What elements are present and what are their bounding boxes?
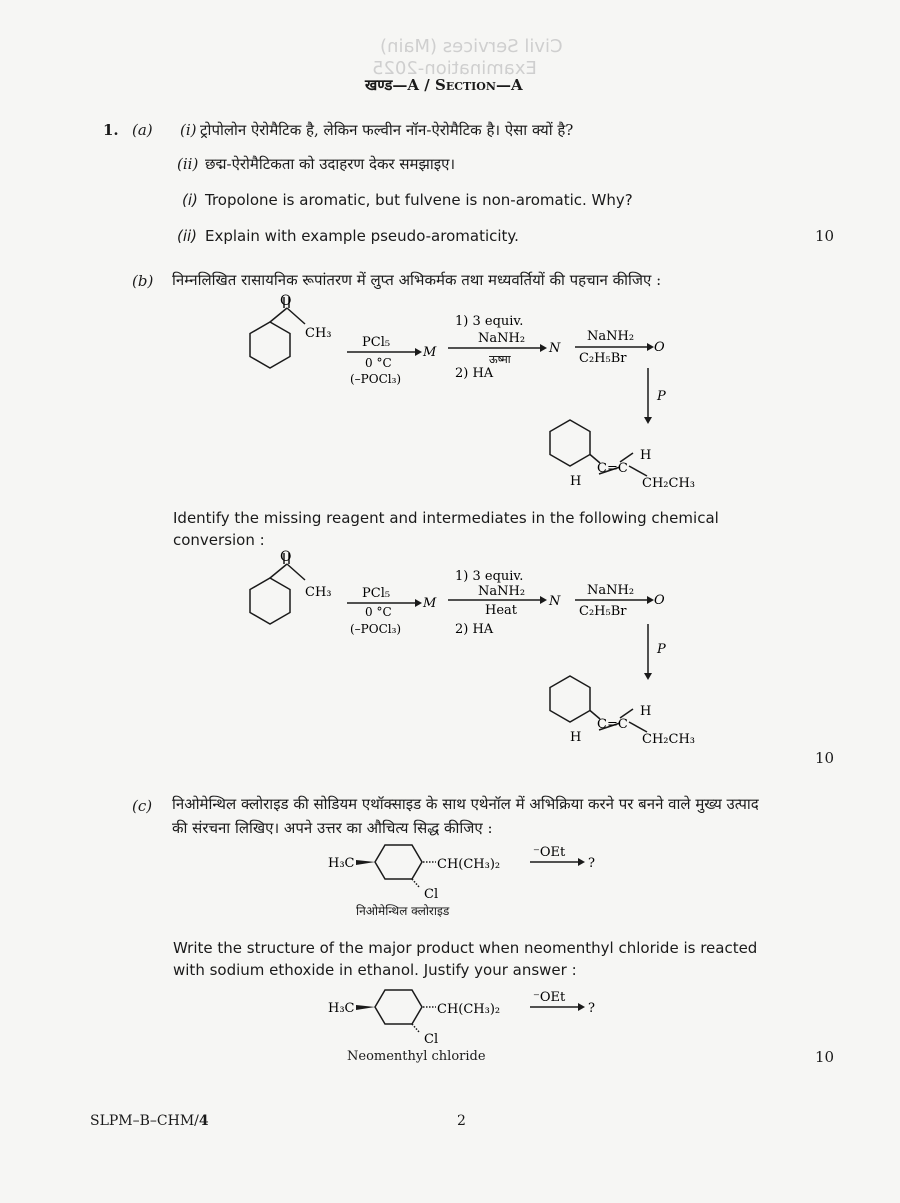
step-1: 1) 3 equiv.: [455, 314, 524, 329]
reaction-scheme-hindi: [215, 292, 715, 497]
neomenthyl-name-english: Neomenthyl chloride: [347, 1049, 486, 1064]
unknown-product-2: ?: [588, 1001, 595, 1016]
byproduct-pocl3: (–POCl₃): [350, 372, 402, 386]
part-b-label: (b): [132, 272, 154, 290]
part-c-hi-text-1: निओमेन्थिल क्लोराइड की सोडियम एथॉक्साइड के साथ एथेनॉल में अभिक्रिया करने पर बनने वाले मुख्य उत्पाद: [172, 795, 759, 813]
reagent-c2h5br-2: C₂H₅Br: [579, 604, 627, 619]
part-a-en-ii: Explain with example pseudo-aromaticity.: [205, 227, 519, 245]
part-b-en-text-2: conversion :: [173, 531, 265, 549]
alkene-h-top: H: [640, 448, 652, 463]
part-a-hi-ii: छद्म-ऐरोमैटिकता को उदाहरण देकर समझाइए।: [205, 155, 456, 173]
intermediate-m-2: M: [423, 596, 437, 611]
ethoxide-reagent: ⁻OEt: [533, 845, 566, 860]
part-a-i-label-en: (i): [182, 191, 198, 209]
reaction-scheme-english: [215, 548, 715, 753]
reagent-nanh2: NaNH₂: [478, 331, 526, 346]
reagent-c2h5br: C₂H₅Br: [579, 351, 627, 366]
part-c-en-text-2: with sodium ethoxide in ethanol. Justify your answer :: [173, 961, 577, 979]
part-c-marks: 10: [815, 1048, 835, 1066]
intermediate-n-2: N: [549, 594, 561, 609]
condition-heat: Heat: [485, 603, 518, 618]
part-c-label: (c): [132, 797, 153, 815]
part-a-i-label: (i): [180, 121, 197, 139]
reagent-p-2: P: [657, 642, 666, 657]
intermediate-o: O: [654, 340, 665, 355]
part-a-ii-label-en: (ii): [177, 227, 198, 245]
page-number: 2: [457, 1113, 466, 1129]
byproduct-pocl3-2: (–POCl₃): [350, 622, 402, 636]
ghost-text-1: Civil Services (Main): [380, 36, 563, 57]
part-b-en-text-1: Identify the missing reagent and intermediates in the following chemical: [173, 509, 719, 527]
menthyl-ring: [375, 845, 422, 879]
part-b-hi-text: निम्नलिखित रासायनिक रूपांतरण में लुप्त अभिकर्मक तथा मध्यवर्तियों की पहचान कीजिए :: [172, 271, 662, 289]
section-heading-english: Section—A: [435, 76, 523, 94]
chloro-group-2: Cl: [424, 1032, 439, 1047]
methyl-label: CH₃: [305, 326, 332, 341]
cyclohexane-ring: [250, 322, 290, 368]
neomenthyl-name-hindi: निओमेन्थिल क्लोराइड: [356, 904, 450, 918]
ethyl-label-2: CH₂CH₃: [642, 732, 695, 747]
part-a-ii-label-hi: (ii): [177, 155, 199, 173]
step-2: 2) HA: [455, 366, 494, 381]
reagent-pcl5-2: PCl₅: [362, 586, 391, 601]
reagent-nanh2-2: NaNH₂: [478, 584, 526, 599]
part-a-label: (a): [132, 121, 153, 139]
alkene-h-bottom: H: [570, 474, 582, 489]
step-1-2: 1) 3 equiv.: [455, 569, 524, 584]
paper-code: [90, 1113, 209, 1129]
intermediate-m: M: [423, 345, 437, 360]
question-number: 1.: [103, 121, 119, 139]
menthyl-ring-2: [375, 990, 422, 1024]
alkene-h-bottom-2: H: [570, 730, 582, 745]
paper-code-prefix: SLPM–B–CHM/: [90, 1113, 199, 1129]
carbonyl-o: O: [280, 293, 292, 309]
reagent-temp-2: 0 °C: [365, 605, 392, 619]
chloro-group: Cl: [424, 887, 439, 902]
methyl-label-2: CH₃: [305, 585, 332, 600]
step-2-2: 2) HA: [455, 622, 494, 637]
reagent-p: P: [657, 389, 666, 404]
part-c-hi-text-2: की संरचना लिखिए। अपने उत्तर का औचित्य सिद्ध कीजिए :: [172, 819, 493, 837]
reagent-nanh2-b-2: NaNH₂: [587, 583, 635, 598]
alkene-h-top-2: H: [640, 704, 652, 719]
reagent-temp: 0 °C: [365, 356, 392, 370]
part-a-hi-i: ट्रोपोलोन ऐरोमैटिक है, लेकिन फल्वीन नॉन-ऐरोमैटिक है। ऐसा क्यों है?: [200, 121, 574, 139]
part-a-marks: 10: [815, 227, 835, 245]
product-cyclohexane-ring-2: [550, 676, 590, 722]
section-heading-hindi: खण्ड—A: [365, 76, 420, 94]
condition-heat-hindi: ऊष्मा: [489, 353, 511, 366]
ethoxide-reagent-2: ⁻OEt: [533, 990, 566, 1005]
reagent-nanh2-b: NaNH₂: [587, 329, 635, 344]
part-b-marks: 10: [815, 749, 835, 767]
carbonyl-o-2: O: [280, 549, 292, 565]
ghost-text-2: Examination-2025: [372, 58, 537, 79]
product-cyclohexane-ring: [550, 420, 590, 466]
alkene-label: C=C: [597, 461, 628, 476]
part-a-en-i: Tropolone is aromatic, but fulvene is non-aromatic. Why?: [205, 191, 633, 209]
paper-code-suffix: 4: [198, 1113, 209, 1129]
ethyl-label: CH₂CH₃: [642, 476, 695, 491]
neomenthyl-structure-english: [320, 985, 620, 1047]
neomenthyl-structure-hindi: [320, 840, 620, 902]
cyclohexane-ring-2: [250, 578, 290, 624]
isopropyl-group: CH(CH₃)₂: [437, 857, 501, 872]
methyl-h3c-2: H₃C: [328, 1001, 355, 1016]
reagent-pcl5: PCl₅: [362, 335, 391, 350]
intermediate-n: N: [549, 341, 561, 356]
alkene-label-2: C=C: [597, 717, 628, 732]
unknown-product: ?: [588, 856, 595, 871]
part-c-en-text-1: Write the structure of the major product when neomenthyl chloride is reacted: [173, 939, 758, 957]
intermediate-o-2: O: [654, 593, 665, 608]
section-heading: [365, 75, 523, 95]
section-heading-sep: /: [419, 76, 435, 94]
methyl-h3c: H₃C: [328, 856, 355, 871]
isopropyl-group-2: CH(CH₃)₂: [437, 1002, 501, 1017]
